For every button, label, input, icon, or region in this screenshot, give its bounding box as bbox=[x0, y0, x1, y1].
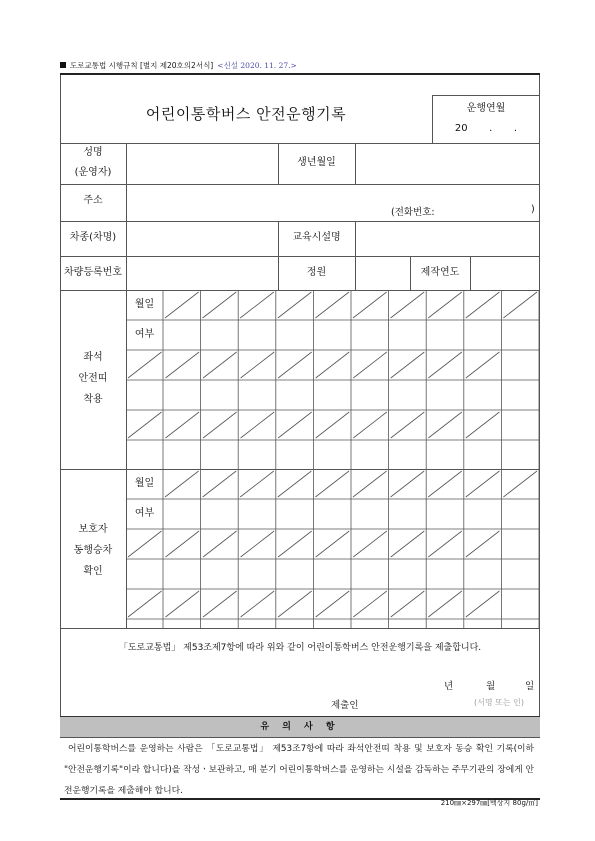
seatbelt-label-line: 안전띠 bbox=[78, 373, 108, 384]
year-label: 제작연도 bbox=[420, 267, 460, 278]
diagonal-slash bbox=[241, 352, 275, 378]
capacity-label: 정원 bbox=[306, 267, 327, 278]
declaration-month: 월 bbox=[486, 681, 496, 692]
period-label: 운행연월 bbox=[466, 103, 506, 114]
diagonal-slash bbox=[166, 591, 200, 617]
diagonal-slash bbox=[240, 471, 274, 497]
name-label: 성명 bbox=[83, 147, 103, 158]
guardian-section-label bbox=[60, 519, 126, 582]
diagonal-slash bbox=[428, 292, 462, 318]
address-label: 주소 bbox=[83, 195, 103, 206]
seatbelt-label-line: 착용 bbox=[83, 394, 103, 405]
diagonal-slash bbox=[165, 292, 199, 318]
paper-spec: 210㎜×297㎜[백상지 80g/㎡] bbox=[440, 799, 538, 807]
grid-lines bbox=[126, 469, 539, 628]
diagonal-slash bbox=[391, 591, 425, 617]
registration-label: 차량등록번호 bbox=[64, 267, 122, 278]
diagonal-slash bbox=[128, 591, 162, 617]
diagonal-slash bbox=[428, 412, 462, 438]
diagonal-slash bbox=[353, 292, 387, 318]
revision-date: <신설 2020. 11. 27.> bbox=[217, 61, 297, 70]
diagonal-slash bbox=[466, 531, 500, 557]
diagonal-slash bbox=[503, 292, 537, 318]
diagonal-slash bbox=[278, 352, 312, 378]
form-title: 어린이통학버스 안전운행기록 bbox=[145, 105, 347, 123]
submitter-label: 제출인 bbox=[331, 700, 359, 711]
notice-header-rule bbox=[60, 737, 540, 738]
facility-label: 교육시설명 bbox=[292, 232, 341, 243]
diagonal-slash bbox=[391, 412, 425, 438]
form-header bbox=[60, 60, 297, 71]
period-box-top bbox=[432, 95, 540, 96]
diagonal-slash bbox=[240, 292, 274, 318]
submitter-field[interactable] bbox=[370, 693, 470, 711]
grid-lines bbox=[126, 290, 539, 469]
vehicle-type-field[interactable] bbox=[127, 222, 277, 255]
diagonal-slash bbox=[391, 292, 425, 318]
diagonal-slash bbox=[428, 471, 462, 497]
diagonal-slash bbox=[241, 591, 275, 617]
diagonal-slash bbox=[241, 412, 275, 438]
diagonal-slash bbox=[466, 412, 500, 438]
diagonal-slash bbox=[315, 292, 349, 318]
diagonal-slash bbox=[353, 352, 387, 378]
guardian-label-line: 보호자 bbox=[78, 524, 108, 535]
diagonal-slash bbox=[128, 352, 162, 378]
diagonal-slash bbox=[278, 292, 312, 318]
diagonal-slash bbox=[278, 471, 312, 497]
outer-right-border bbox=[539, 75, 540, 716]
notice-header: 유 의 사 항 bbox=[60, 717, 540, 737]
seatbelt-label-line: 좌석 bbox=[83, 352, 103, 363]
diagonal-slash bbox=[391, 352, 425, 378]
diagonal-slash bbox=[316, 352, 350, 378]
seatbelt-date-label: 월일 bbox=[134, 299, 155, 310]
diagonal-slash bbox=[391, 531, 425, 557]
diagonal-slash bbox=[428, 591, 462, 617]
year-field[interactable] bbox=[471, 257, 539, 289]
signature-hint: (서명 또는 인) bbox=[474, 698, 524, 707]
address-field[interactable] bbox=[127, 185, 539, 221]
birthdate-label: 생년월일 bbox=[297, 157, 336, 168]
diagonal-slash bbox=[316, 531, 350, 557]
period-value[interactable]: 20 . . bbox=[454, 123, 518, 134]
declaration-day: 일 bbox=[525, 681, 535, 692]
diagonal-slash bbox=[428, 352, 462, 378]
diagonal-slash bbox=[278, 412, 312, 438]
diagonal-slash bbox=[466, 471, 500, 497]
capacity-field[interactable] bbox=[356, 257, 409, 289]
row-divider bbox=[60, 628, 540, 629]
diagonal-slash bbox=[241, 531, 275, 557]
diagonal-slash bbox=[203, 471, 237, 497]
phone-close: ) bbox=[531, 204, 535, 215]
phone-label: (전화번호: bbox=[391, 207, 435, 218]
diagonal-slash bbox=[128, 531, 162, 557]
diagonal-slash bbox=[315, 471, 349, 497]
diagonal-slash bbox=[165, 471, 199, 497]
diagonal-slash bbox=[166, 352, 200, 378]
operator-label: (운영자) bbox=[74, 167, 112, 178]
guardian-label-line: 확인 bbox=[83, 566, 103, 577]
diagonal-slash bbox=[166, 412, 200, 438]
diagonal-slash bbox=[128, 412, 162, 438]
birthdate-field[interactable] bbox=[356, 144, 539, 183]
law-reference: 도로교통법 시행규칙 [별지 제20호의2서식] bbox=[70, 61, 214, 70]
guardian-status-label: 여부 bbox=[134, 508, 155, 519]
diagonal-slash bbox=[166, 531, 200, 557]
diagonal-slash bbox=[203, 531, 237, 557]
registration-field[interactable] bbox=[127, 257, 277, 289]
diagonal-slash bbox=[466, 591, 500, 617]
seatbelt-grid[interactable] bbox=[126, 290, 539, 469]
diagonal-slash bbox=[278, 591, 312, 617]
diagonal-slash bbox=[353, 591, 387, 617]
guardian-date-label: 월일 bbox=[134, 478, 155, 489]
diagonal-slash bbox=[278, 531, 312, 557]
diagonal-slash bbox=[203, 292, 237, 318]
diagonal-slash bbox=[316, 412, 350, 438]
guardian-label-line: 동행승차 bbox=[73, 545, 113, 556]
safety-record-form bbox=[60, 73, 540, 800]
diagonal-slash bbox=[503, 471, 537, 497]
diagonal-slash bbox=[203, 412, 237, 438]
diagonal-slash bbox=[353, 412, 387, 438]
name-field[interactable] bbox=[127, 144, 277, 183]
diagonal-slash bbox=[466, 292, 500, 318]
facility-field[interactable] bbox=[356, 222, 539, 255]
declaration-year: 년 bbox=[444, 681, 454, 692]
seatbelt-status-label: 여부 bbox=[134, 329, 155, 340]
diagonal-slash bbox=[353, 531, 387, 557]
notice-text: 어린이통학버스를 운영하는 사람은 「도로교통법」 제53조7항에 따라 좌석안전띠 착용 및 보호자 동승 확인 기록(이하 "안전운행기록"이라 합니다)을 작성ㆍ보관하고, 매 분기 어린이통학버스를 운영하는 시설을 감독하는 주무기관의 장에게 안전운행기록을 제출해야 합니다. bbox=[64, 744, 534, 796]
diagonal-slash bbox=[391, 471, 425, 497]
diagonal-slash bbox=[203, 591, 237, 617]
diagonal-slash bbox=[353, 471, 387, 497]
diagonal-slash bbox=[428, 531, 462, 557]
seatbelt-section-label bbox=[60, 347, 126, 410]
square-bullet-icon bbox=[60, 62, 66, 68]
declaration-statement: 「도로교통법」 제53조제7항에 따라 위와 같이 어린이통학버스 안전운행기록을 제출합니다. bbox=[118, 643, 482, 653]
diagonal-slash bbox=[466, 352, 500, 378]
diagonal-slash bbox=[203, 352, 237, 378]
diagonal-slash bbox=[316, 591, 350, 617]
guardian-grid[interactable] bbox=[126, 469, 539, 628]
vehicle-type-label: 차종(차명) bbox=[69, 232, 117, 243]
